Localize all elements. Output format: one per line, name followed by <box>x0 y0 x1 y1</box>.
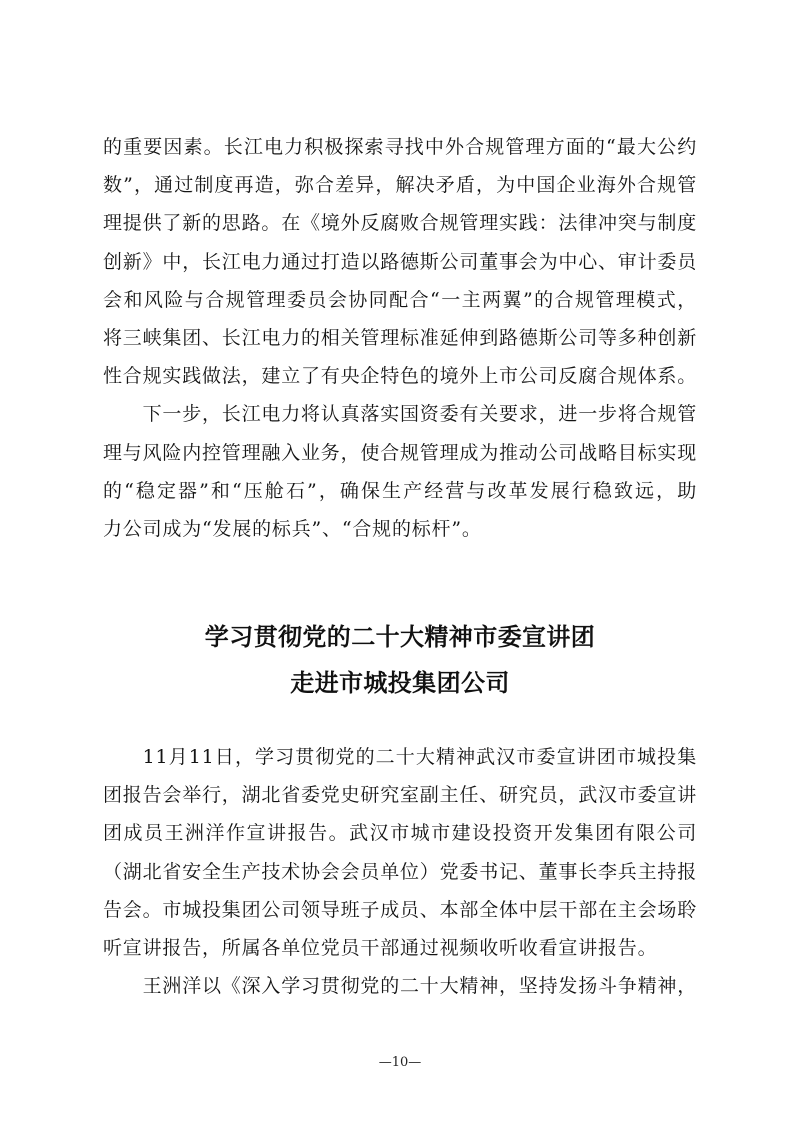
text-line: 将三峡集团、长江电力的相关管理标准延伸到路德斯公司等多种创新 <box>103 326 697 349</box>
paragraph-next-steps <box>103 395 697 548</box>
text-line: 的“稳定器”和“压舱石”，确保生产经营与改革发展行稳致远，助 <box>103 479 697 502</box>
body-text-block-top <box>103 128 697 548</box>
text-line: 会和风险与合规管理委员会协同配合“一主两翼”的合规管理模式， <box>103 288 697 311</box>
text-line: 数”，通过制度再造，弥合差异，解决矛盾，为中国企业海外合规管 <box>103 174 697 197</box>
heading-line-2: 走进市城投集团公司 <box>290 668 510 697</box>
text-line: 下一步，长江电力将认真落实国资委有关要求，进一步将合规管 <box>142 403 697 426</box>
text-line: 团报告会举行，湖北省委党史研究室副主任、研究员，武汉市委宣讲 <box>103 784 697 807</box>
page-number: —10— <box>378 1055 422 1070</box>
text-line: 团成员王洲洋作宣讲报告。武汉市城市建设投资开发集团有限公司 <box>103 822 697 845</box>
text-line: 理提供了新的思路。在《境外反腐败合规管理实践：法律冲突与制度 <box>103 212 697 235</box>
text-line: （湖北省安全生产技术协会会员单位）党委书记、董事长李兵主持报 <box>103 860 697 883</box>
text-line: 创新》中，长江电力通过打造以路德斯公司董事会为中心、审计委员 <box>103 250 697 273</box>
paragraph-continuation <box>103 128 697 395</box>
heading-line-1: 学习贯彻党的二十大精神市委宣讲团 <box>204 622 596 651</box>
text-line: 11月11日，学习贯彻党的二十大精神武汉市委宣讲团市城投集 <box>142 746 697 768</box>
text-line: 性合规实践做法，建立了有央企特色的境外上市公司反腐合规体系。 <box>103 365 697 388</box>
text-line: 王洲洋以《深入学习贯彻党的二十大精神，坚持发扬斗争精神， <box>142 975 697 998</box>
article-heading <box>0 614 800 706</box>
text-line: 听宣讲报告，所属各单位党员干部通过视频收听收看宣讲报告。 <box>103 936 658 959</box>
paragraph-report-meeting <box>103 738 697 967</box>
text-line: 力公司成为“发展的标兵”、“合规的标杆”。 <box>103 517 482 540</box>
text-line: 理与风险内控管理融入业务，使合规管理成为推动公司战略目标实现 <box>103 441 697 464</box>
paragraph-speech <box>103 967 697 1005</box>
text-line: 告会。市城投集团公司领导班子成员、本部全体中层干部在主会场聆 <box>103 898 697 921</box>
text-line: 的重要因素。长江电力积极探索寻找中外合规管理方面的“最大公约 <box>103 136 697 158</box>
body-text-block-bottom <box>103 738 697 1005</box>
